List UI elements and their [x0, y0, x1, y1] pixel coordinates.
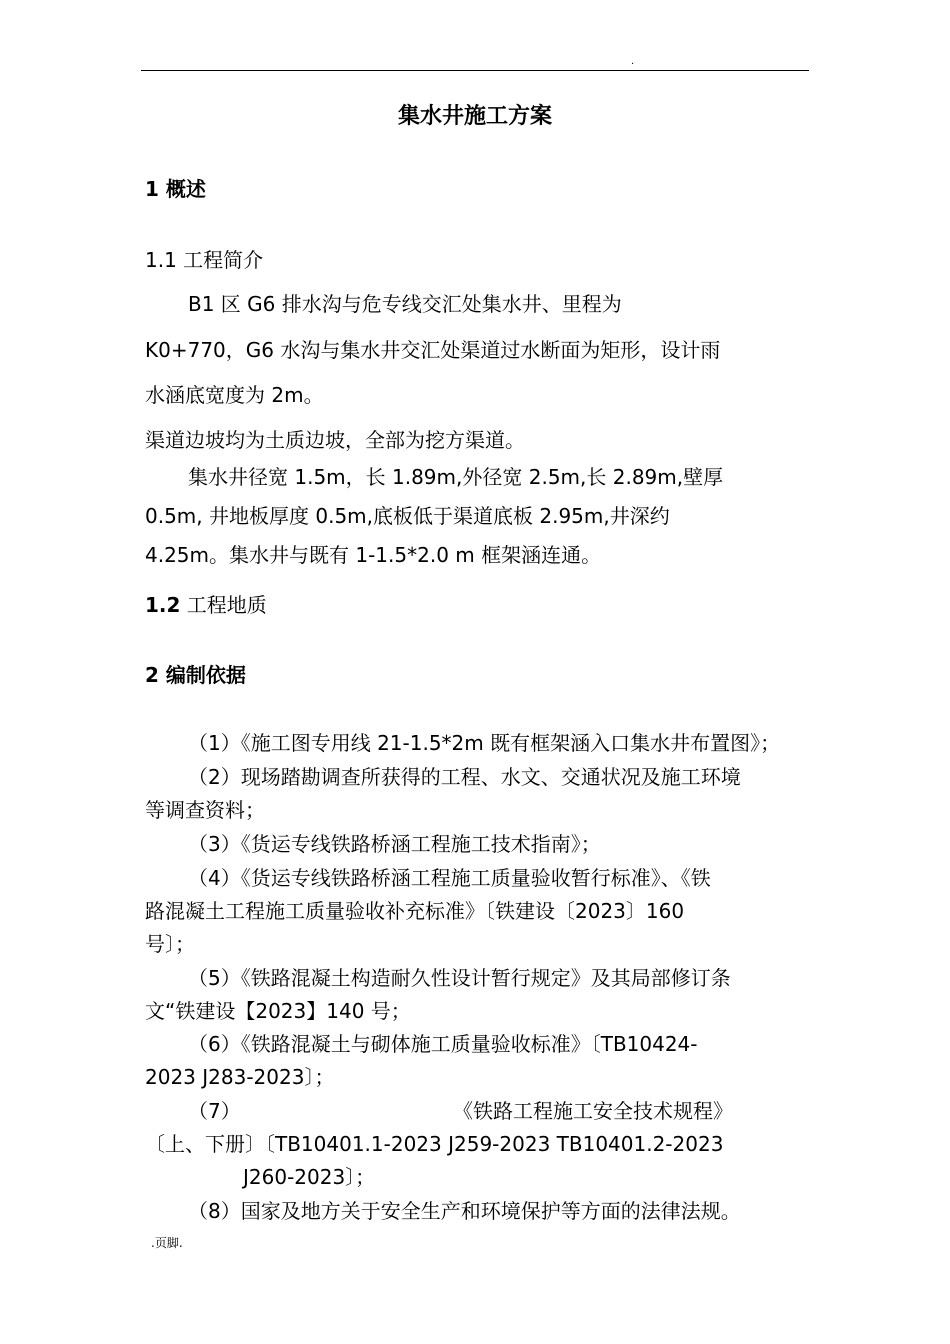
overview-line-7: 4.25m。集水井与既有 1-1.5*2.0 m 框架涵连通。: [145, 543, 602, 567]
section-1-2-title: 工程地质: [180, 593, 267, 617]
basis-item-8: （8）国家及地方关于安全生产和环境保护等方面的法律法规。: [188, 1199, 741, 1223]
basis-item-5-line-2: 文“铁建设【2023】140 号；: [145, 999, 411, 1023]
basis-item-2-line-2: 等调查资料；: [145, 798, 265, 822]
header-rule: [141, 70, 809, 71]
section-1-title: 概述: [165, 177, 206, 201]
overview-line-3: 水涵底宽度为 2m。: [145, 383, 324, 407]
section-1-heading: [145, 175, 206, 203]
basis-item-3: （3）《货运专线铁路桥涵工程施工技术指南》；: [188, 832, 601, 856]
document-title: 集水井施工方案: [397, 104, 552, 129]
overview-line-4: 渠道边坡均为土质边坡，全部为挖方渠道。: [145, 428, 525, 452]
basis-item-7-line-2: 〔上、下册〕〔TB10401.1-2023 J259-2023 TB10401.2-2023: [145, 1132, 724, 1156]
section-2-title: 编制依据: [165, 663, 246, 687]
basis-item-6-line-1: （6）《铁路混凝土与砌体施工质量验收标准》〔TB10424-: [188, 1032, 698, 1056]
basis-item-6-line-2: 2023 J283-2023〕；: [145, 1065, 335, 1089]
section-1-number: 1: [145, 177, 159, 201]
section-1-1-heading: 1.1 工程简介: [145, 248, 264, 272]
basis-item-4-line-2: 路混凝土工程施工质量验收补充标准》〔铁建设〔2023〕160: [145, 899, 685, 923]
section-2-number: 2: [145, 663, 159, 687]
section-1-2-heading: [145, 591, 267, 619]
overview-line-6: 0.5m, 井地板厚度 0.5m,底板低于渠道底板 2.95m,井深约: [145, 504, 670, 528]
basis-item-4-line-1: （4）《货运专线铁路桥涵工程施工质量验收暂行标准》、《铁: [188, 866, 711, 890]
basis-item-2-line-1: （2）现场踏勘调查所获得的工程、水文、交通状况及施工环境: [188, 765, 741, 789]
basis-item-7-line-3: J260-2023〕；: [243, 1165, 376, 1189]
basis-item-7-number: （7）: [188, 1099, 241, 1123]
basis-item-7-title: 《铁路工程施工安全技术规程》: [453, 1099, 733, 1123]
basis-item-1: （1）《施工图专用线 21-1.5*2m 既有框架涵入口集水井布置图》；: [188, 731, 781, 755]
overview-line-5: 集水井径宽 1.5m，长 1.89m,外径宽 2.5m,长 2.89m,壁厚: [188, 465, 724, 489]
overview-line-2: K0+770，G6 水沟与集水井交汇处渠道过水断面为矩形，设计雨: [145, 338, 721, 362]
section-2-heading: [145, 661, 246, 689]
overview-line-1: B1 区 G6 排水沟与危专线交汇处集水井、里程为: [188, 292, 622, 316]
basis-item-4-line-3: 号〕；: [145, 932, 195, 956]
page-footer: .页脚.: [151, 1236, 183, 1250]
section-1-2-number: 1.2: [145, 593, 181, 617]
header-mark: .: [631, 56, 635, 67]
basis-item-5-line-1: （5）《铁路混凝土构造耐久性设计暂行规定》及其局部修订条: [188, 966, 731, 990]
